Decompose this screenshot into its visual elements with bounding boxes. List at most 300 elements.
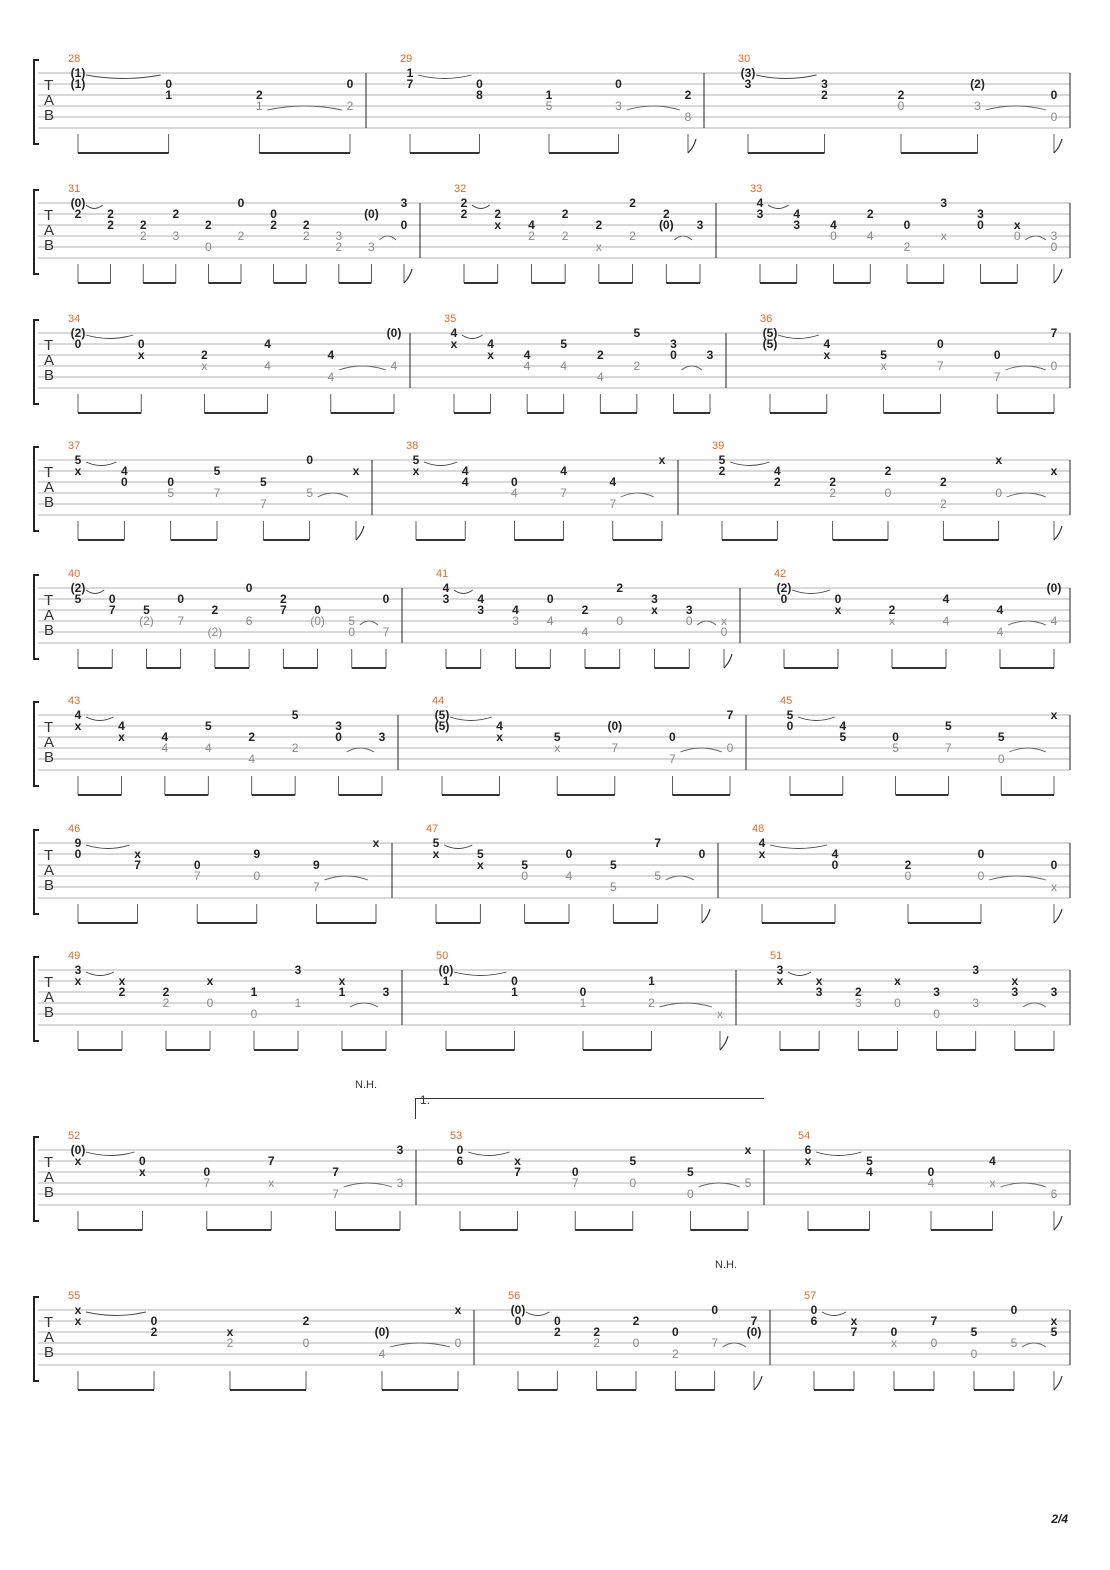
fret-number: 3: [442, 592, 450, 606]
fret-number: 0: [629, 1176, 637, 1190]
page-number: 2/4: [1051, 1512, 1068, 1526]
tab-clef-letter: T: [44, 1154, 54, 1171]
fret-number: 4: [496, 719, 503, 733]
fret-number: 5: [560, 337, 568, 351]
fret-number: 4: [161, 741, 169, 755]
fret-number: (0): [386, 326, 402, 340]
fret-number: 0: [698, 847, 706, 861]
tab-staff: [34, 945, 1074, 1055]
note-flag: [1054, 139, 1062, 153]
fret-number: 0: [314, 603, 321, 617]
fret-number: 4: [461, 475, 469, 489]
measure-number: 28: [68, 53, 81, 65]
system-bracket: [34, 1297, 39, 1381]
fret-number: 0: [1013, 229, 1021, 243]
tab-clef-letter: A: [44, 607, 55, 624]
fret-number: 0: [720, 625, 728, 639]
tab-clef-letter: A: [44, 479, 55, 496]
measure-number: 29: [400, 53, 413, 65]
fret-number: 9: [253, 847, 261, 861]
tie-arc: [986, 106, 1047, 110]
tie-arc: [1025, 236, 1046, 240]
fret-number: 7: [267, 1154, 275, 1168]
fret-number: (1): [70, 66, 86, 80]
fret-number: 4: [831, 847, 839, 861]
fret-number: 1: [294, 996, 302, 1010]
fret-number: 0: [884, 486, 892, 500]
fret-number: 4: [609, 475, 617, 489]
fret-number: 7: [611, 741, 619, 755]
fret-number: 3: [776, 963, 784, 977]
fret-number: 1: [338, 985, 346, 999]
fret-number: x: [894, 974, 901, 988]
fret-number: 3: [756, 207, 764, 221]
fret-number: 3: [400, 196, 408, 210]
fret-number: 5: [880, 348, 887, 362]
fret-number: x: [850, 1314, 858, 1328]
tie-arc: [468, 1152, 510, 1156]
tab-clef-letter: T: [44, 337, 54, 354]
fret-number: 1: [579, 996, 587, 1010]
fret-number: 2: [561, 229, 569, 243]
fret-number: 6: [456, 1154, 464, 1168]
fret-number: x: [940, 229, 947, 243]
fret-number: (5): [434, 708, 450, 722]
note-flag: [702, 909, 710, 923]
fret-number: 4: [793, 207, 801, 221]
fret-number: 3: [815, 985, 823, 999]
fret-number: 2: [939, 475, 947, 489]
tie-arc: [822, 1312, 846, 1316]
tab-staff: [34, 1125, 1074, 1235]
fret-number: 4: [596, 370, 604, 384]
fret-number: x: [889, 614, 895, 628]
tie-arc: [86, 205, 103, 209]
tie-arc: [390, 1343, 450, 1347]
fret-number: (3): [740, 66, 756, 80]
measure-number: 37: [68, 440, 81, 452]
tie-arc: [472, 205, 490, 209]
fret-number: 2: [172, 207, 180, 221]
tie-arc: [1008, 621, 1046, 625]
fret-number: 5: [521, 858, 529, 872]
fret-number: 4: [942, 614, 950, 628]
tie-arc: [86, 590, 104, 594]
fret-number: 5: [306, 486, 314, 500]
fret-number: (0): [70, 196, 86, 210]
tab-clef-letter: T: [44, 207, 54, 224]
fret-number: 0: [137, 337, 145, 351]
fret-number: 5: [718, 453, 726, 467]
fret-number: 4: [378, 1347, 386, 1361]
fret-number: 8: [476, 88, 483, 102]
measure-number: 32: [454, 183, 467, 195]
fret-number: 0: [930, 1336, 938, 1350]
fret-number: 4: [450, 326, 458, 340]
fret-number: 2: [107, 207, 114, 221]
fret-number: (5): [762, 337, 778, 351]
fret-number: 4: [560, 359, 568, 373]
tie-arc: [267, 106, 342, 110]
note-flag: [404, 269, 412, 283]
fret-number: (2): [776, 581, 792, 595]
fret-number: 2: [346, 99, 354, 113]
fret-number: 6: [1050, 1187, 1058, 1201]
fret-number: 7: [609, 497, 617, 511]
fret-number: x: [995, 453, 1003, 467]
fret-number: 4: [1050, 614, 1058, 628]
fret-number: 7: [177, 614, 185, 628]
fret-number: x: [412, 464, 420, 478]
fret-number: 0: [565, 847, 573, 861]
tab-clef-letter: B: [44, 1344, 55, 1361]
fret-number: 0: [892, 730, 899, 744]
fret-number: 3: [854, 996, 862, 1010]
fret-number: 2: [593, 1325, 601, 1339]
fret-number: 4: [74, 708, 82, 722]
tab-clef-letter: A: [44, 734, 55, 751]
fret-number: 3: [378, 730, 386, 744]
fret-number: 2: [903, 240, 911, 254]
tab-clef-letter: T: [44, 847, 54, 864]
fret-number: 0: [904, 869, 912, 883]
fret-number: 2: [884, 464, 892, 478]
fret-number: 0: [997, 752, 1005, 766]
fret-number: 0: [1050, 110, 1058, 124]
tie-arc: [350, 1003, 378, 1007]
fret-number: 7: [1050, 326, 1058, 340]
measure-number: 30: [738, 53, 751, 65]
fret-number: 3: [335, 719, 342, 733]
volta-bracket: [415, 1098, 764, 1119]
tab-clef-letter: A: [44, 989, 55, 1006]
fret-number: 0: [302, 1336, 310, 1350]
fret-number: 4: [487, 337, 494, 351]
fret-number: 2: [593, 1336, 601, 1350]
fret-number: (0): [364, 207, 379, 221]
measure-number: 35: [444, 313, 457, 325]
fret-number: 0: [454, 1336, 462, 1350]
note-flag: [1054, 1216, 1062, 1230]
tab-clef-letter: A: [44, 92, 55, 109]
fret-number: 3: [974, 99, 981, 113]
fret-number: 5: [213, 464, 221, 478]
measure-number: 55: [68, 1290, 81, 1302]
fret-number: 3: [512, 614, 519, 628]
fret-number: 4: [565, 869, 573, 883]
fret-number: x: [744, 1143, 752, 1157]
tie-arc: [318, 493, 348, 497]
fret-number: 5: [945, 719, 952, 733]
fret-number: 0: [1050, 858, 1058, 872]
measure-number: 39: [712, 440, 725, 452]
fret-number: (2): [970, 77, 985, 91]
tab-clef-letter: B: [44, 367, 55, 384]
tie-arc: [462, 335, 483, 339]
note-flag: [724, 654, 732, 668]
fret-number: 4: [758, 836, 766, 850]
note-flag: [1054, 909, 1062, 923]
fret-number: 5: [74, 453, 82, 467]
tie-arc: [1023, 1003, 1046, 1007]
fret-number: 4: [461, 464, 469, 478]
fret-number: 4: [989, 1154, 996, 1168]
fret-number: 7: [726, 708, 734, 722]
tab-staff: [34, 48, 1074, 158]
fret-number: x: [717, 1007, 723, 1021]
fret-number: 7: [213, 486, 221, 500]
tie-arc: [1009, 748, 1046, 752]
fret-number: 1: [442, 974, 450, 988]
fret-number: 6: [804, 1143, 812, 1157]
fret-number: 3: [696, 218, 704, 232]
fret-number: 2: [150, 1325, 158, 1339]
fret-number: x: [721, 614, 727, 628]
fret-number: (0): [70, 1143, 86, 1157]
tie-arc: [86, 1312, 146, 1316]
fret-number: 4: [264, 359, 271, 373]
fret-number: 2: [553, 1325, 561, 1339]
fret-number: x: [338, 974, 346, 988]
fret-number: 3: [335, 229, 343, 243]
fret-number: 3: [1050, 229, 1058, 243]
tie-arc: [444, 845, 472, 849]
tie-arc: [723, 1343, 746, 1347]
fret-number: 0: [237, 196, 245, 210]
fret-number: (0): [438, 963, 454, 977]
note-flag: [1054, 1376, 1062, 1390]
fret-number: 0: [74, 847, 82, 861]
fret-number: 5: [997, 730, 1005, 744]
fret-number: 7: [571, 1176, 579, 1190]
fret-number: 7: [259, 497, 267, 511]
measure-number: 50: [436, 950, 449, 962]
fret-number: 2: [279, 592, 287, 606]
fret-number: 2: [302, 1314, 310, 1328]
fret-number: 2: [671, 1347, 679, 1361]
fret-number: x: [74, 1303, 82, 1317]
fret-number: 3: [368, 240, 375, 254]
fret-number: 2: [629, 196, 636, 210]
fret-number: 2: [248, 730, 256, 744]
fret-number: 0: [150, 1314, 158, 1328]
fret-number: (0): [746, 1325, 762, 1339]
tab-clef-letter: T: [44, 77, 54, 94]
tab-system: [34, 945, 1070, 1045]
measure-number: 54: [798, 1130, 811, 1142]
fret-number: 7: [514, 1165, 521, 1179]
fret-number: 2: [904, 858, 912, 872]
tab-clef-letter: T: [44, 1314, 54, 1331]
fret-number: (2): [139, 614, 154, 628]
fret-number: 5: [786, 708, 794, 722]
fret-number: 3: [977, 207, 984, 221]
fret-number: 2: [629, 229, 636, 243]
fret-number: 0: [348, 625, 356, 639]
fret-number: 4: [528, 218, 535, 232]
fret-number: 4: [511, 486, 518, 500]
fret-number: 3: [294, 963, 302, 977]
measure-number: 49: [68, 950, 81, 962]
tab-system: [34, 308, 1070, 408]
fret-number: 4: [327, 370, 335, 384]
fret-number: 3: [615, 99, 622, 113]
fret-number: x: [1050, 708, 1058, 722]
tab-clef-letter: T: [44, 464, 54, 481]
fret-number: (2): [70, 326, 86, 340]
fret-number: 0: [250, 1007, 258, 1021]
fret-number: 0: [177, 592, 185, 606]
fret-number: 2: [460, 196, 468, 210]
fret-number: (0): [658, 218, 674, 232]
tie-arc: [816, 1152, 862, 1156]
tie-arc: [1005, 366, 1046, 370]
measure-number: 51: [770, 950, 783, 962]
fret-number: 0: [553, 1314, 561, 1328]
tie-arc: [424, 462, 457, 466]
note-flag: [754, 1376, 762, 1390]
fret-number: 3: [940, 196, 948, 210]
fret-number: 5: [839, 730, 847, 744]
fret-number: 2: [581, 603, 589, 617]
fret-number: x: [1050, 464, 1058, 478]
fret-number: 0: [511, 974, 518, 988]
fret-number: 5: [259, 475, 267, 489]
fret-number: 5: [609, 880, 617, 894]
fret-number: 5: [74, 592, 82, 606]
fret-number: 4: [927, 1176, 935, 1190]
fret-number: 1: [648, 974, 655, 988]
fret-number: 4: [442, 581, 450, 595]
fret-number: 7: [279, 603, 287, 617]
fret-number: x: [496, 730, 503, 744]
fret-number: 0: [400, 218, 408, 232]
fret-number: (5): [762, 326, 778, 340]
fret-number: 0: [1050, 359, 1058, 373]
measure-number: 53: [450, 1130, 463, 1142]
fret-number: 0: [245, 581, 253, 595]
tie-arc: [526, 1312, 549, 1316]
fret-number: x: [815, 974, 823, 988]
measure-number: 31: [68, 183, 81, 195]
measure-number: 45: [780, 695, 793, 707]
tab-clef-letter: B: [44, 1184, 55, 1201]
fret-number: 9: [313, 858, 320, 872]
tab-clef-letter: A: [44, 862, 55, 879]
fret-number: 2: [139, 229, 147, 243]
fret-number: 4: [264, 337, 271, 351]
fret-number: 7: [850, 1325, 858, 1339]
measure-number: 33: [750, 183, 763, 195]
fret-number: (0): [310, 614, 325, 628]
fret-number: x: [494, 218, 502, 232]
fret-number: 1: [406, 66, 414, 80]
fret-number: 5: [744, 1176, 752, 1190]
fret-number: 7: [945, 741, 952, 755]
fret-number: 0: [571, 1165, 579, 1179]
fret-number: 3: [172, 229, 180, 243]
fret-number: 7: [332, 1165, 339, 1179]
fret-number: 3: [396, 1143, 404, 1157]
fret-number: x: [1011, 974, 1019, 988]
fret-number: x: [804, 1154, 812, 1168]
fret-number: 7: [930, 1314, 938, 1328]
tie-arc: [450, 717, 492, 721]
tie-arc: [770, 845, 827, 849]
fret-number: 1: [165, 88, 173, 102]
fret-number: (0): [374, 1325, 390, 1339]
fret-number: 5: [866, 1154, 873, 1168]
fret-number: 8: [684, 110, 692, 124]
measure-number: 43: [68, 695, 81, 707]
tie-arc: [697, 621, 716, 625]
fret-number: 2: [302, 218, 310, 232]
tab-system: [34, 690, 1070, 790]
fret-number: x: [595, 240, 602, 254]
fret-number: 0: [786, 719, 794, 733]
measure-number: 57: [804, 1290, 817, 1302]
tie-arc: [660, 1003, 713, 1007]
fret-number: 2: [854, 985, 862, 999]
tie-arc: [768, 205, 789, 209]
fret-number: x: [139, 1165, 146, 1179]
fret-number: 0: [977, 847, 985, 861]
fret-number: x: [454, 1303, 462, 1317]
fret-number: x: [74, 464, 82, 478]
tie-arc: [680, 748, 722, 752]
tab-system: [34, 818, 1070, 918]
tab-clef-letter: B: [44, 877, 55, 894]
fret-number: 5: [1050, 1325, 1058, 1339]
fret-number: (5): [434, 719, 450, 733]
fret-number: (0): [1046, 581, 1062, 595]
tie-arc: [86, 717, 113, 721]
fret-number: 0: [687, 1187, 694, 1201]
fret-number: 5: [629, 1154, 637, 1168]
fret-number: 0: [669, 730, 676, 744]
fret-number: 4: [204, 741, 212, 755]
fret-number: 4: [118, 719, 125, 733]
fret-number: 2: [201, 348, 208, 362]
fret-number: 6: [245, 614, 253, 628]
fret-number: 3: [670, 337, 677, 351]
fret-number: 0: [897, 99, 905, 113]
tab-clef-letter: A: [44, 1329, 55, 1346]
fret-number: 5: [204, 719, 212, 733]
fret-number: (1): [70, 77, 86, 91]
fret-number: 0: [615, 77, 622, 91]
fret-number: 5: [412, 453, 420, 467]
fret-number: 0: [335, 730, 342, 744]
fret-number: 4: [477, 592, 485, 606]
fret-number: (0): [607, 719, 623, 733]
system-bracket: [34, 1137, 39, 1221]
fret-number: 5: [291, 708, 299, 722]
fret-number: (2): [70, 581, 86, 595]
fret-number: 2: [74, 207, 82, 221]
tab-staff: [34, 308, 1074, 418]
fret-number: 2: [684, 88, 692, 102]
measure-number: 34: [68, 313, 81, 325]
fret-number: 2: [561, 207, 569, 221]
fret-number: x: [226, 1325, 234, 1339]
fret-number: 0: [993, 348, 1001, 362]
fret-number: 7: [193, 869, 201, 883]
fret-number: 2: [162, 985, 170, 999]
measure-number: 36: [760, 313, 773, 325]
measure-number: 38: [406, 440, 419, 452]
fret-number: x: [134, 847, 141, 861]
